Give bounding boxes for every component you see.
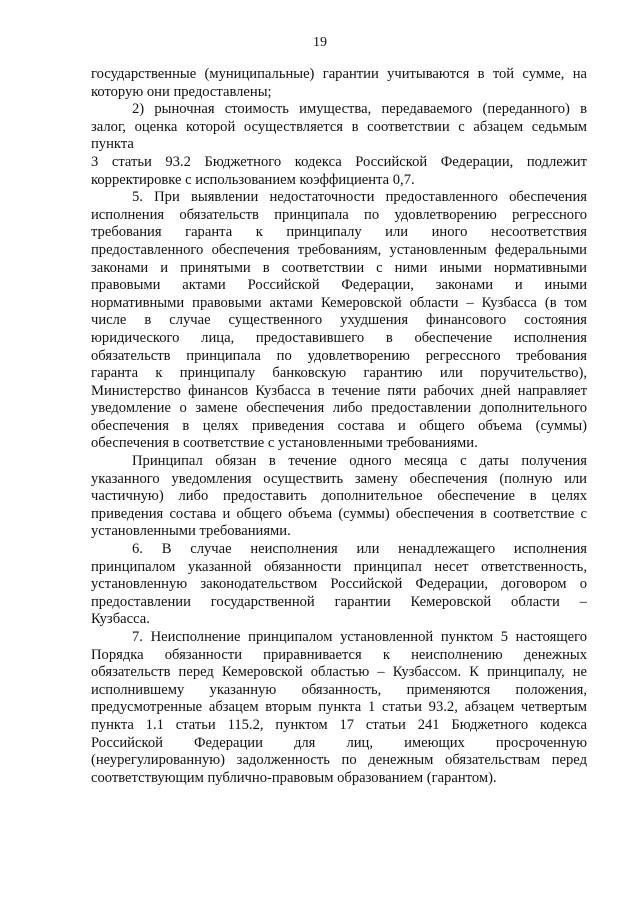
text-line: 2) рыночная стоимость имущества, передаваемого (переданного) в	[132, 101, 587, 118]
text-line: (неурегулированную) задолженность по денежным обязательствам перед	[91, 752, 587, 769]
page-number: 19	[313, 35, 327, 50]
text-line: 3 статьи 93.2 Бюджетного кодекса Российской Федерации, подлежит	[91, 153, 587, 170]
text-line: залог, оценка которой осуществляется в соответствии с абзацем седьмым	[91, 118, 587, 135]
text-line: приведения состава и общего объема (суммы) обеспечения в соответствие с	[91, 505, 587, 522]
text-line: Министерство финансов Кузбасса в течение пяти рабочих дней направляет	[91, 382, 587, 399]
document-body	[91, 66, 587, 787]
text-line: нормативными правовыми актами Кемеровской области – Кузбасса (в том	[91, 294, 587, 311]
text-line: юридического лица, предоставившего в обеспечение исполнения	[91, 329, 587, 346]
text-line: корректировке с использованием коэффициента 0,7.	[91, 171, 415, 188]
text-line: установленными требованиями.	[91, 523, 291, 540]
text-line: 5. При выявлении недостаточности предоставленного обеспечения	[132, 189, 587, 206]
text-line: Российской Федерации для лиц, имеющих просроченную	[91, 734, 587, 751]
text-line: обязательств принципала по удовлетворению регрессного требования	[91, 347, 587, 364]
text-line: правовыми актами Российской Федерации, законами и иными	[91, 277, 587, 294]
text-line: исполнившему указанную обязанность, применяются положения,	[91, 681, 587, 698]
text-line: пункта	[91, 136, 134, 153]
text-line: соответствующим публично-правовым образованием (гарантом).	[91, 769, 497, 786]
text-line: частичную) либо предоставить дополнительное обеспечение в целях	[91, 488, 587, 505]
text-line: пункта 1.1 статьи 115.2, пунктом 17 статьи 241 Бюджетного кодекса	[91, 716, 587, 733]
text-line: 7. Неисполнение принципалом установленной пунктом 5 настоящего	[132, 629, 587, 645]
text-line: Кузбасса.	[91, 611, 150, 628]
text-line: указанного уведомления осуществить замену обеспечения (полную или	[91, 470, 587, 487]
text-line: Принципал обязан в течение одного месяца с даты получения	[132, 453, 587, 470]
text-line: установленную законодательством Российской Федерации, договором о	[91, 576, 587, 593]
text-line: принципалом указанной обязанности принципал несет ответственность,	[91, 558, 587, 575]
text-line: требования гаранта к принципалу или иного несоответствия	[91, 224, 587, 241]
text-line: Порядка обязанности приравнивается к неисполнению денежных	[91, 646, 587, 663]
text-line: уведомление о замене обеспечения либо предоставлении дополнительного	[91, 400, 587, 417]
text-line: обеспечения в целях приведения состава и общего объема (суммы)	[91, 417, 587, 434]
text-line: которую они предоставлены;	[91, 83, 272, 100]
text-line: предоставленного обеспечения требованиям, установленным федеральными	[91, 241, 587, 258]
text-line: исполнения обязательств принципала по удовлетворению регрессного	[91, 206, 587, 223]
text-line: предусмотренные абзацем вторым пункта 1 статьи 93.2, абзацем четвертым	[91, 699, 587, 716]
text-line: предоставлении государственной гарантии Кемеровской области –	[91, 593, 587, 610]
text-line: законами и принятыми в соответствии с ними иными нормативными	[91, 259, 587, 276]
text-line: государственные (муниципальные) гарантии учитываются в той сумме, на	[91, 66, 587, 82]
text-line: обеспечения в соответствие с установленными требованиями.	[91, 435, 478, 452]
text-line: гаранта к принципалу банковскую гарантию или поручительство),	[91, 365, 587, 382]
text-line: 6. В случае неисполнения или ненадлежащего исполнения	[132, 541, 587, 558]
text-line: обязательств перед Кемеровской областью – Кузбассом. К принципалу, не	[91, 664, 587, 681]
text-line: числе в случае существенного ухудшения финансового состояния	[91, 312, 587, 329]
